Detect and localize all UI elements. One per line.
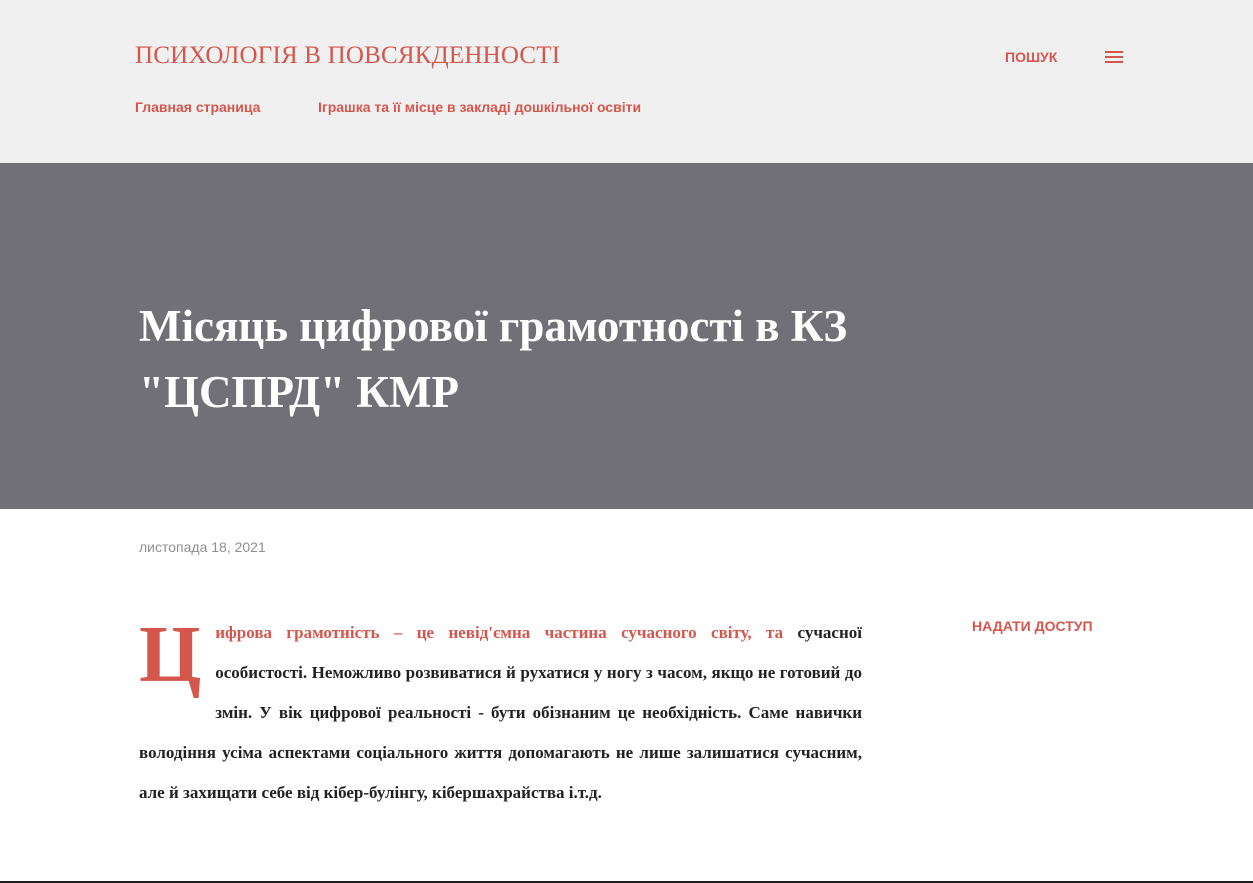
post-lead-text: ифрова грамотність – це невід'ємна частина сучасного світу, та [215, 623, 784, 642]
post-hero [0, 163, 1253, 509]
post-body [139, 613, 862, 813]
share-button[interactable]: НАДАТИ ДОСТУП [972, 618, 1093, 634]
site-header [0, 0, 1253, 163]
nav-link-home[interactable]: Главная страница [135, 99, 261, 115]
search-button[interactable]: ПОШУК [1005, 49, 1058, 65]
post-title: Місяць цифрової грамотності в КЗ "ЦСПРД" КМР [139, 301, 848, 417]
nav-link-toy-page[interactable]: Іграшка та її місце в закладі дошкільної освіти [318, 99, 642, 115]
drop-cap: Ц [139, 611, 202, 699]
site-title[interactable]: ПСИХОЛОГІЯ В ПОВСЯКДЕННОСТІ [135, 42, 561, 69]
post-date[interactable]: листопада 18, 2021 [139, 539, 266, 555]
post-body-text: сучасної особистості. Неможливо розвиватися й рухатися у ногу з часом, якщо не готовий до змін. У вік цифрової реальності - бути обізнаним це необхідність. Саме навички володіння усіма аспектами соціального життя допомагають не лише залишатися сучасним, але й захищати себе від кібер-булінгу, кібершахрайства і.т.д. [139, 623, 862, 802]
hamburger-menu-icon[interactable] [1105, 51, 1123, 64]
